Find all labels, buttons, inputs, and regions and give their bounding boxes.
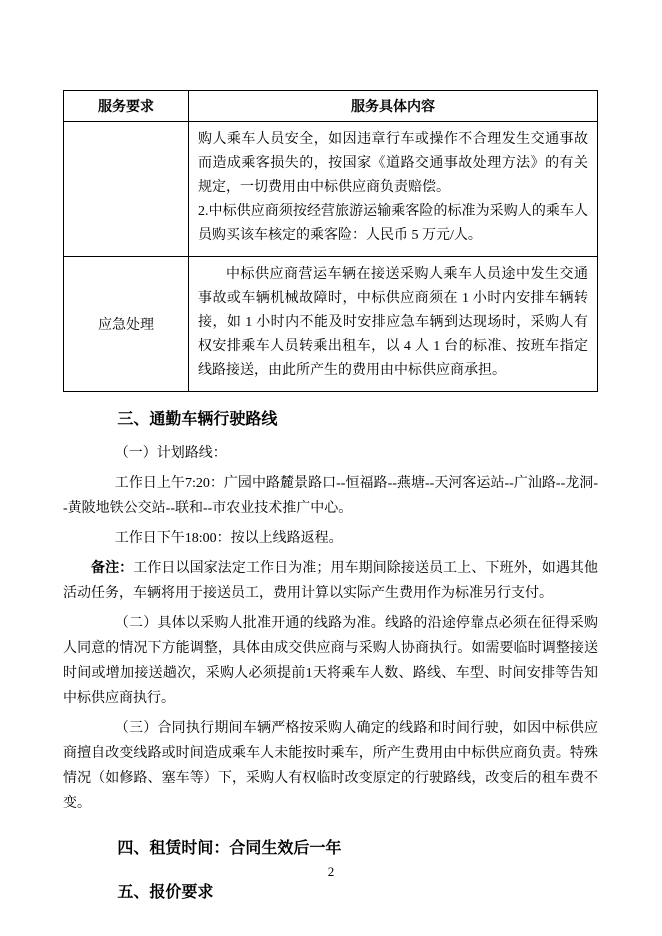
safety-paragraph-2: 2.中标供应商须按经营旅游运输乘客险的标准为采购人的乘车人员购买该车核定的乘客险：人民币 5 万元/人。: [198, 204, 588, 243]
section-heading-route: 三、通勤车辆行驶路线: [117, 411, 278, 428]
table-header-row: [64, 91, 598, 122]
emergency-paragraph: 中标供应商营运车辆在接送采购人乘车人员途中发生交通事故或车辆机械故障时，中标供应商须在 1 小时内安排车辆转接，如 1 小时内不能及时安排应急车辆到达现场时，采购人有权安排乘车人员转乘出租车，以 4 人 1 台的标准、按班车指定线路接送，由此所产生的费用由中标供应商承担。: [198, 267, 588, 378]
row-content-safety: [189, 122, 598, 257]
para-item-two: （二）具体以采购人批准开通的线路为准。线路的沿途停靠点必须在征得采购人同意的情况下方能调整，具体由成交供应商与采购人协商执行。如需要临时调整接送时间或增加接送趟次，采购人必须提前1天将乘车人数、路线、车型、时间安排等告知中标供应商执行。: [63, 616, 598, 706]
row-label-empty: [64, 122, 189, 257]
page-number: 2: [327, 864, 335, 879]
section-heading-quote-requirements: 五、报价要求: [117, 884, 214, 901]
row-label-emergency: 应急处理: [64, 257, 189, 392]
para-evening-route: 工作日下午18:00：按以上线路返程。: [114, 531, 343, 546]
safety-paragraph-1: 购人乘车人员安全，如因违章行车或操作不合理发生交通事故而造成乘客损失的，按国家《道路交通事故处理方法》的有关规定，一切费用由中标供应商负责赔偿。: [198, 132, 588, 195]
table-row-safety: [64, 122, 598, 257]
para-morning-route: 工作日上午7:20：广园中路麓景路口--恒福路--燕塘--天河客运站--广汕路--龙洞--黄陂地铁公交站--联和--市农业技术推广中心。: [63, 476, 598, 516]
table-header-service-content: 服务具体内容: [189, 91, 598, 122]
table-row-emergency: [64, 257, 598, 392]
section-heading-lease-time: 四、租赁时间：合同生效后一年: [117, 840, 342, 857]
para-plan-route-label: （一）计划路线：: [114, 446, 227, 461]
note-label: 备注：: [91, 561, 134, 576]
note-text: 工作日以国家法定工作日为准；用车期间除接送员工上、下班外，如遇其他活动任务，车辆将用于接送员工，费用计算以实际产生费用作为标准另行支付。: [63, 561, 599, 601]
para-item-three: （三）合同执行期间车辆严格按采购人确定的线路和时间行驶，如因中标供应商擅自改变线路或时间造成乘车人未能按时乘车，所产生费用由中标供应商负责。特殊情况（如修路、塞车等）下，采购人有权临时改变原定的行驶路线，改变后的租车费不变。: [63, 721, 598, 811]
row-content-emergency: [189, 257, 598, 392]
para-note: [63, 556, 598, 606]
table-header-service-requirement: 服务要求: [64, 91, 189, 122]
service-table: [63, 90, 598, 392]
